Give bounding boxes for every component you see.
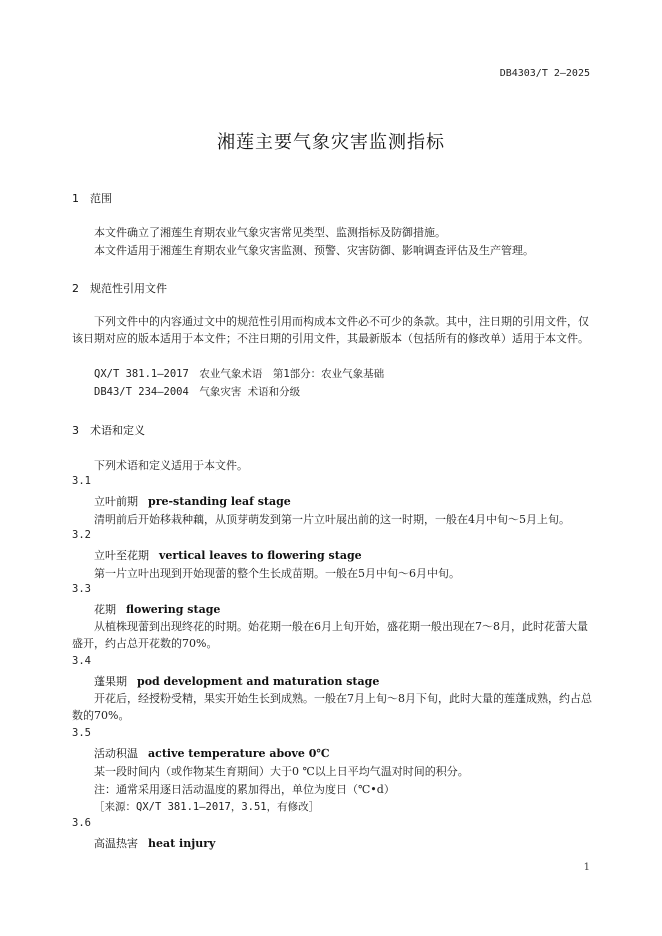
section-number: 2: [72, 282, 79, 295]
section-number: 3: [72, 424, 79, 437]
term-en: pre-standing leaf stage: [148, 495, 291, 508]
term-number: 3.2: [72, 529, 91, 541]
term-heading: [94, 745, 330, 761]
section-number: 1: [72, 192, 79, 205]
term-definition: 某一段时间内（或作物某生育期间）大于0 ℃以上日平均气温对时间的积分。: [94, 765, 469, 778]
term-heading: [94, 673, 379, 689]
term-heading: [94, 835, 215, 851]
term-number: 3.5: [72, 727, 91, 739]
section-3-heading: [72, 422, 145, 438]
term-en: flowering stage: [126, 603, 221, 616]
paragraph: 本文件确立了湘莲生育期农业气象灾害常见类型、监测指标及防御措施。: [94, 226, 446, 239]
term-source: ［来源：QX/T 381.1—2017，3.51，有修改］: [94, 801, 320, 813]
page-number: 1: [583, 862, 590, 873]
term-en: vertical leaves to flowering stage: [159, 549, 362, 562]
term-number: 3.1: [72, 475, 91, 487]
section-title: 术语和定义: [90, 424, 145, 437]
paragraph: 下列术语和定义适用于本文件。: [94, 459, 248, 472]
term-definition: 清明前后开始移栽种藕，从顶芽萌发到第一片立叶展出前的这一时期，一般在4月中旬～5月上旬。: [94, 513, 570, 526]
term-zh: 蓬果期: [94, 675, 127, 688]
term-en: heat injury: [148, 837, 216, 850]
term-heading: [94, 493, 291, 509]
term-definition: 开花后，经授粉受精，果实开始生长到成熟。一般在7月上旬～8月下旬，此时大量的莲蓬成熟，约占总数的70%。: [72, 692, 592, 722]
term-en: pod development and maturation stage: [137, 675, 380, 688]
section-title: 范围: [90, 192, 112, 205]
reference-item: DB43/T 234—2004 气象灾害 术语和分级: [94, 386, 301, 398]
paragraph: 本文件适用于湘莲生育期农业气象灾害监测、预警、灾害防御、影响调查评估及生产管理。: [94, 244, 534, 257]
term-heading: [94, 547, 362, 563]
section-1-heading: [72, 190, 112, 206]
term-number: 3.4: [72, 655, 91, 667]
document-number: DB4303/T 2—2025: [499, 68, 590, 79]
term-zh: 立叶至花期: [94, 549, 149, 562]
paragraph: 下列文件中的内容通过文中的规范性引用而构成本文件必不可少的条款。其中，注日期的引用文件，仅该日期对应的版本适用于本文件；不注日期的引用文件，其最新版本（包括所有的修改单）适用于本文件。: [72, 315, 589, 345]
term-definition: 第一片立叶出现到开始现蕾的整个生长成苗期。一般在5月中旬～6月中旬。: [94, 567, 460, 580]
term-number: 3.3: [72, 583, 91, 595]
term-en: active temperature above 0℃: [148, 747, 330, 760]
section-title: 规范性引用文件: [90, 282, 167, 295]
term-note: 注：通常采用逐日活动温度的累加得出，单位为度日（℃•d）: [94, 783, 395, 796]
term-heading: [94, 601, 220, 617]
term-definition: 从植株现蕾到出现终花的时期。始花期一般在6月上旬开始，盛花期一般出现在7～8月，此时花蕾大量盛开，约占总开花数的70%。: [72, 620, 588, 650]
page-title: 湘莲主要气象灾害监测指标: [217, 132, 445, 153]
reference-item: QX/T 381.1—2017 农业气象术语 第1部分：农业气象基础: [94, 368, 385, 380]
term-zh: 立叶前期: [94, 495, 138, 508]
term-zh: 活动积温: [94, 747, 138, 760]
section-2-heading: [72, 280, 167, 296]
term-zh: 高温热害: [94, 837, 138, 850]
term-zh: 花期: [94, 603, 116, 616]
term-number: 3.6: [72, 817, 91, 829]
